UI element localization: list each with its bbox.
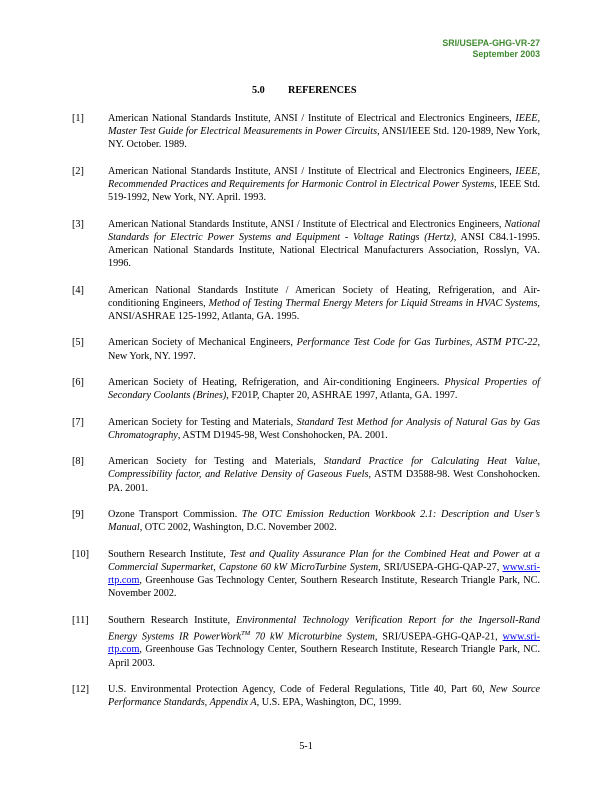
reference-text	[108, 112, 540, 152]
reference-text	[108, 614, 540, 670]
reference-segment: SRI/USEPA-GHG-QAP-21,	[377, 631, 503, 643]
reference-title: New Source Performance Standards, Appendix A	[108, 683, 540, 709]
reference-number: [10]	[72, 548, 89, 560]
reference-item	[72, 284, 540, 324]
reference-link[interactable]: www.sri-rtp.com	[108, 561, 541, 586]
reference-title: Method of Testing Thermal Energy Meters for Liquid Streams in HVAC Systems,	[208, 297, 540, 309]
reference-text	[108, 455, 540, 495]
reference-item	[72, 508, 540, 534]
reference-number: [1]	[72, 113, 84, 124]
reference-segment: Ozone Transport Commission.	[108, 508, 242, 520]
reference-segment: American National Standards Institute / American Society of Heating, Refrigeration, and Air-conditioning Engineers,	[108, 284, 540, 309]
reference-segment: SRI/USEPA-GHG-QAP-27,	[380, 561, 503, 573]
reference-segment: , Greenhouse Gas Technology Center, Southern Research Institute, Research Triangle Park, NC. November 2002.	[108, 574, 540, 600]
reference-segment: , New York, NY. 1997.	[108, 337, 540, 362]
reference-segment: , ANSI/IEEE Std. 120-1989, New York, NY. October. 1989.	[108, 126, 541, 151]
reference-text	[108, 336, 540, 362]
reference-item	[72, 416, 540, 442]
reference-segment: OTC 2002, Washington, D.C. November 2002.	[142, 522, 337, 534]
reference-number: [4]	[72, 284, 84, 296]
reference-segment: American Society of Mechanical Engineers,	[108, 337, 297, 349]
reference-segment: , F201P, Chapter 20, ASHRAE 1997, Atlanta, GA. 1997.	[226, 390, 458, 402]
document-header	[442, 38, 540, 60]
reference-item	[72, 218, 540, 271]
reference-title: Test and Quality Assurance Plan for the Combined Heat and Power at a Commercial Supermarket, Capstone 60 kW MicroTurbine System,	[108, 548, 541, 573]
reference-item	[72, 614, 540, 670]
reference-text	[108, 416, 540, 442]
reference-text	[108, 165, 540, 205]
reference-number: [8]	[72, 456, 84, 468]
reference-segment: American Society for Testing and Materials,	[108, 456, 324, 468]
trademark-superscript: TM	[241, 629, 251, 637]
reference-text	[108, 218, 540, 271]
document-id: SRI/USEPA-GHG-VR-27	[442, 38, 540, 48]
reference-segment: U.S. Environmental Protection Agency, Code of Federal Regulations, Title 40, Part 60,	[108, 683, 490, 695]
reference-segment: American National Standards Institute, ANSI / Institute of Electrical and Electronics Engineers,	[108, 218, 505, 230]
reference-number: [6]	[72, 376, 84, 388]
reference-number: [12]	[72, 683, 89, 695]
reference-title: National Standards for Electric Power Systems and Equipment - Voltage Ratings (Hertz),	[108, 218, 540, 243]
reference-title: Performance Test Code for Gas Turbines, ASTM PTC-22	[296, 337, 538, 349]
reference-text	[108, 284, 540, 324]
reference-item	[72, 336, 540, 362]
reference-text	[108, 508, 540, 534]
reference-segment: ANSI C84.1-1995. American National Standards Institute, National Electrical Manufacturers Association, Rosslyn, VA. 1996.	[108, 231, 540, 270]
reference-segment: American National Standards Institute, ANSI / Institute of Electrical and Electronics Engineers,	[108, 165, 516, 177]
reference-text	[108, 376, 540, 402]
reference-item	[72, 112, 540, 152]
reference-title: IEEE, Recommended Practices and Requirements for Harmonic Control in Electrical Power Systems	[108, 165, 540, 190]
reference-text	[108, 683, 540, 709]
reference-number: [5]	[72, 337, 84, 349]
reference-text	[108, 548, 540, 601]
reference-number: [2]	[72, 165, 84, 177]
reference-title: IEEE, Master Test Guide for Electrical Measurements in Power Circuits	[108, 113, 540, 138]
section-title: REFERENCES	[288, 85, 357, 96]
reference-segment: , IEEE Std. 519-1992, New York, NY. April. 1993.	[108, 179, 540, 204]
reference-title: Standard Practice for Calculating Heat Value, Compressibility factor, and Relative Density of Gaseous Fuels	[108, 456, 540, 481]
reference-title: Standard Test Method for Analysis of Natural Gas by Gas Chromatography	[108, 416, 540, 441]
reference-segment: American National Standards Institute, ANSI / Institute of Electrical and Electronics Engineers,	[108, 113, 516, 124]
reference-number: [11]	[72, 614, 89, 626]
reference-item	[72, 455, 540, 495]
reference-link[interactable]: www.sri-rtp.com	[108, 631, 540, 656]
reference-number: [3]	[72, 218, 84, 230]
reference-segment: Southern Research Institute,	[108, 548, 230, 560]
reference-title: The OTC Emission Reduction Workbook 2.1: Description and User’s Manual,	[108, 508, 540, 534]
reference-segment: , ASTM D3588-98. West Conshohocken. PA. 2001.	[108, 469, 540, 494]
reference-segment: ANSI/ASHRAE 125-1992, Atlanta, GA. 1995.	[108, 311, 300, 322]
reference-segment: Southern Research Institute,	[108, 614, 237, 626]
page-number: 5-1	[299, 741, 313, 752]
section-number: 5.0	[252, 85, 265, 96]
reference-title: Environmental Technology Verification Report for the Ingersoll-Rand Energy Systems IR PowerWork	[108, 614, 540, 643]
reference-list	[72, 112, 540, 723]
reference-title: 70 kW Microturbine System,	[250, 631, 378, 643]
reference-number: [7]	[72, 416, 84, 428]
reference-item	[72, 376, 540, 402]
reference-segment: American Society for Testing and Materials,	[108, 416, 297, 428]
reference-number: [9]	[72, 508, 84, 520]
reference-item	[72, 683, 540, 709]
reference-title: Physical Properties of Secondary Coolants (Brines)	[108, 376, 540, 402]
document-date: September 2003	[472, 49, 540, 59]
reference-segment: American Society of Heating, Refrigeration, and Air-conditioning Engineers.	[108, 376, 445, 388]
reference-segment: , ASTM D1945-98, West Conshohocken, PA. 2001.	[177, 429, 388, 441]
reference-segment: , U.S. EPA, Washington, DC, 1999.	[256, 697, 402, 709]
reference-segment: , Greenhouse Gas Technology Center, Southern Research Institute, Research Triangle Park, NC. April 2003.	[108, 644, 540, 669]
reference-item	[72, 548, 540, 601]
reference-item	[72, 165, 540, 205]
